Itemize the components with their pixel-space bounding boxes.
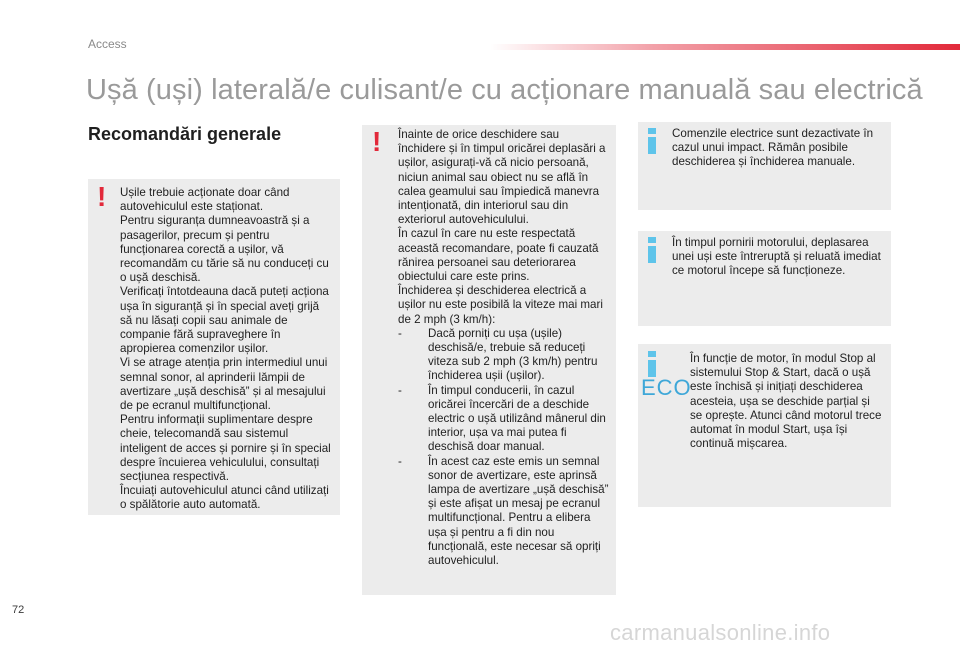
info-text: În timpul pornirii motorului, deplasarea unei uși este întreruptă și reluată imediat ce motorul începe să funcționeze. <box>672 236 881 278</box>
info-text: Comenzile electrice sunt dezactivate în cazul unui impact. Rămân posibile deschiderea și închiderea manuale. <box>672 127 874 169</box>
info-box-engine-start <box>638 231 891 326</box>
section-label: Access <box>88 37 127 51</box>
eco-mode-icon: ECO <box>641 375 692 400</box>
info-text: În funcție de motor, în modul Stop al sistemului Stop & Start, dacă o ușă este închisă și inițiați deschiderea acesteia, ușa se deschide parțial și se oprește. Atunci când motorul trece automat în modul Start, ușa își continuă mișcarea. <box>690 352 882 451</box>
warning-box-door-safety <box>362 125 616 595</box>
info-icon <box>647 351 657 377</box>
watermark: carmanualsonline.info <box>610 620 831 645</box>
section-subheading: Recomandări generale <box>88 124 282 144</box>
list-item: - Dacă porniți cu ușa (ușile) deschisă/e, trebuie să reduceți viteza sub 2 mph (3 km/h) pentru închiderea ușii (ușilor). <box>398 326 598 383</box>
header-accent-bar <box>490 44 960 50</box>
info-icon <box>647 128 657 154</box>
page-number: 72 <box>12 604 25 616</box>
list-item: - În acest caz este emis un semnal sonor de avertizare, este aprinsă lampa de avertizare „ușă deschisă” și este afișat un mesaj pe ecranul multifuncțional. Pentru a elibera ușa și pentru a fi din nou funcțională, este necesar să opriți autovehiculul. <box>398 454 609 568</box>
condition-list <box>398 327 610 568</box>
info-box-impact <box>638 122 891 210</box>
info-icon <box>647 237 657 263</box>
warning-icon: ! <box>372 126 382 157</box>
info-box-stop-start <box>638 344 891 507</box>
page-title: Ușă (uși) laterală/e culisant/e cu acționare manuală sau electrică <box>86 74 923 106</box>
warning-icon: ! <box>97 181 107 212</box>
warning-box-general <box>88 179 340 515</box>
warning-text: Ușile trebuie acționate doar când autovehiculul este staționat. Pentru siguranța dumneavoastră și a pasagerilor, precum și pentru funcționarea corectă a ușilor, vă recomandăm cu tărie să nu conduceți cu o ușă deschisă. Verificați întotdeauna dacă puteți acționa ușa în siguranță și în special aveți grijă să nu lăsați copii sau animale de companie fără supraveghere în apropierea comenzilor ușilor. Vi se atrage atenția prin intermediul unui semnal sonor, al aprinderii lămpii de avertizare „ușă deschisă” și al mesajului de pe ecranul multifuncțional. Pentru informații suplimentare despre cheie, telecomandă sau sistemul inteligent de acces și pornire și în special despre încuierea vehiculului, consultați secțiunea respectivă. Încuiați autovehiculul atunci când utilizați o spălătorie auto automată. <box>120 186 331 512</box>
warning-text: Înainte de orice deschidere sau închidere și în timpul oricărei deplasări a ușilor, asigurați-vă că nicio persoană, niciun animal sau obiect nu se află în calea geamului sau împiedică manevra intenționată, din interiorul sau din exteriorul autovehiculului. În cazul în care nu este respectată această recomandare, poate fi cauzată rănirea persoanei sau deteriorarea obiectului care este prins. Închiderea și deschiderea electrică a ușilor nu este posibilă la viteze mai mari de 2 mph (3 km/h): <box>398 128 606 326</box>
list-item: - În timpul conducerii, în cazul oricărei încercări de a deschide electric o ușă utilizând mânerul din interior, ușa va mai putea fi deschisă doar manual. <box>398 383 606 454</box>
